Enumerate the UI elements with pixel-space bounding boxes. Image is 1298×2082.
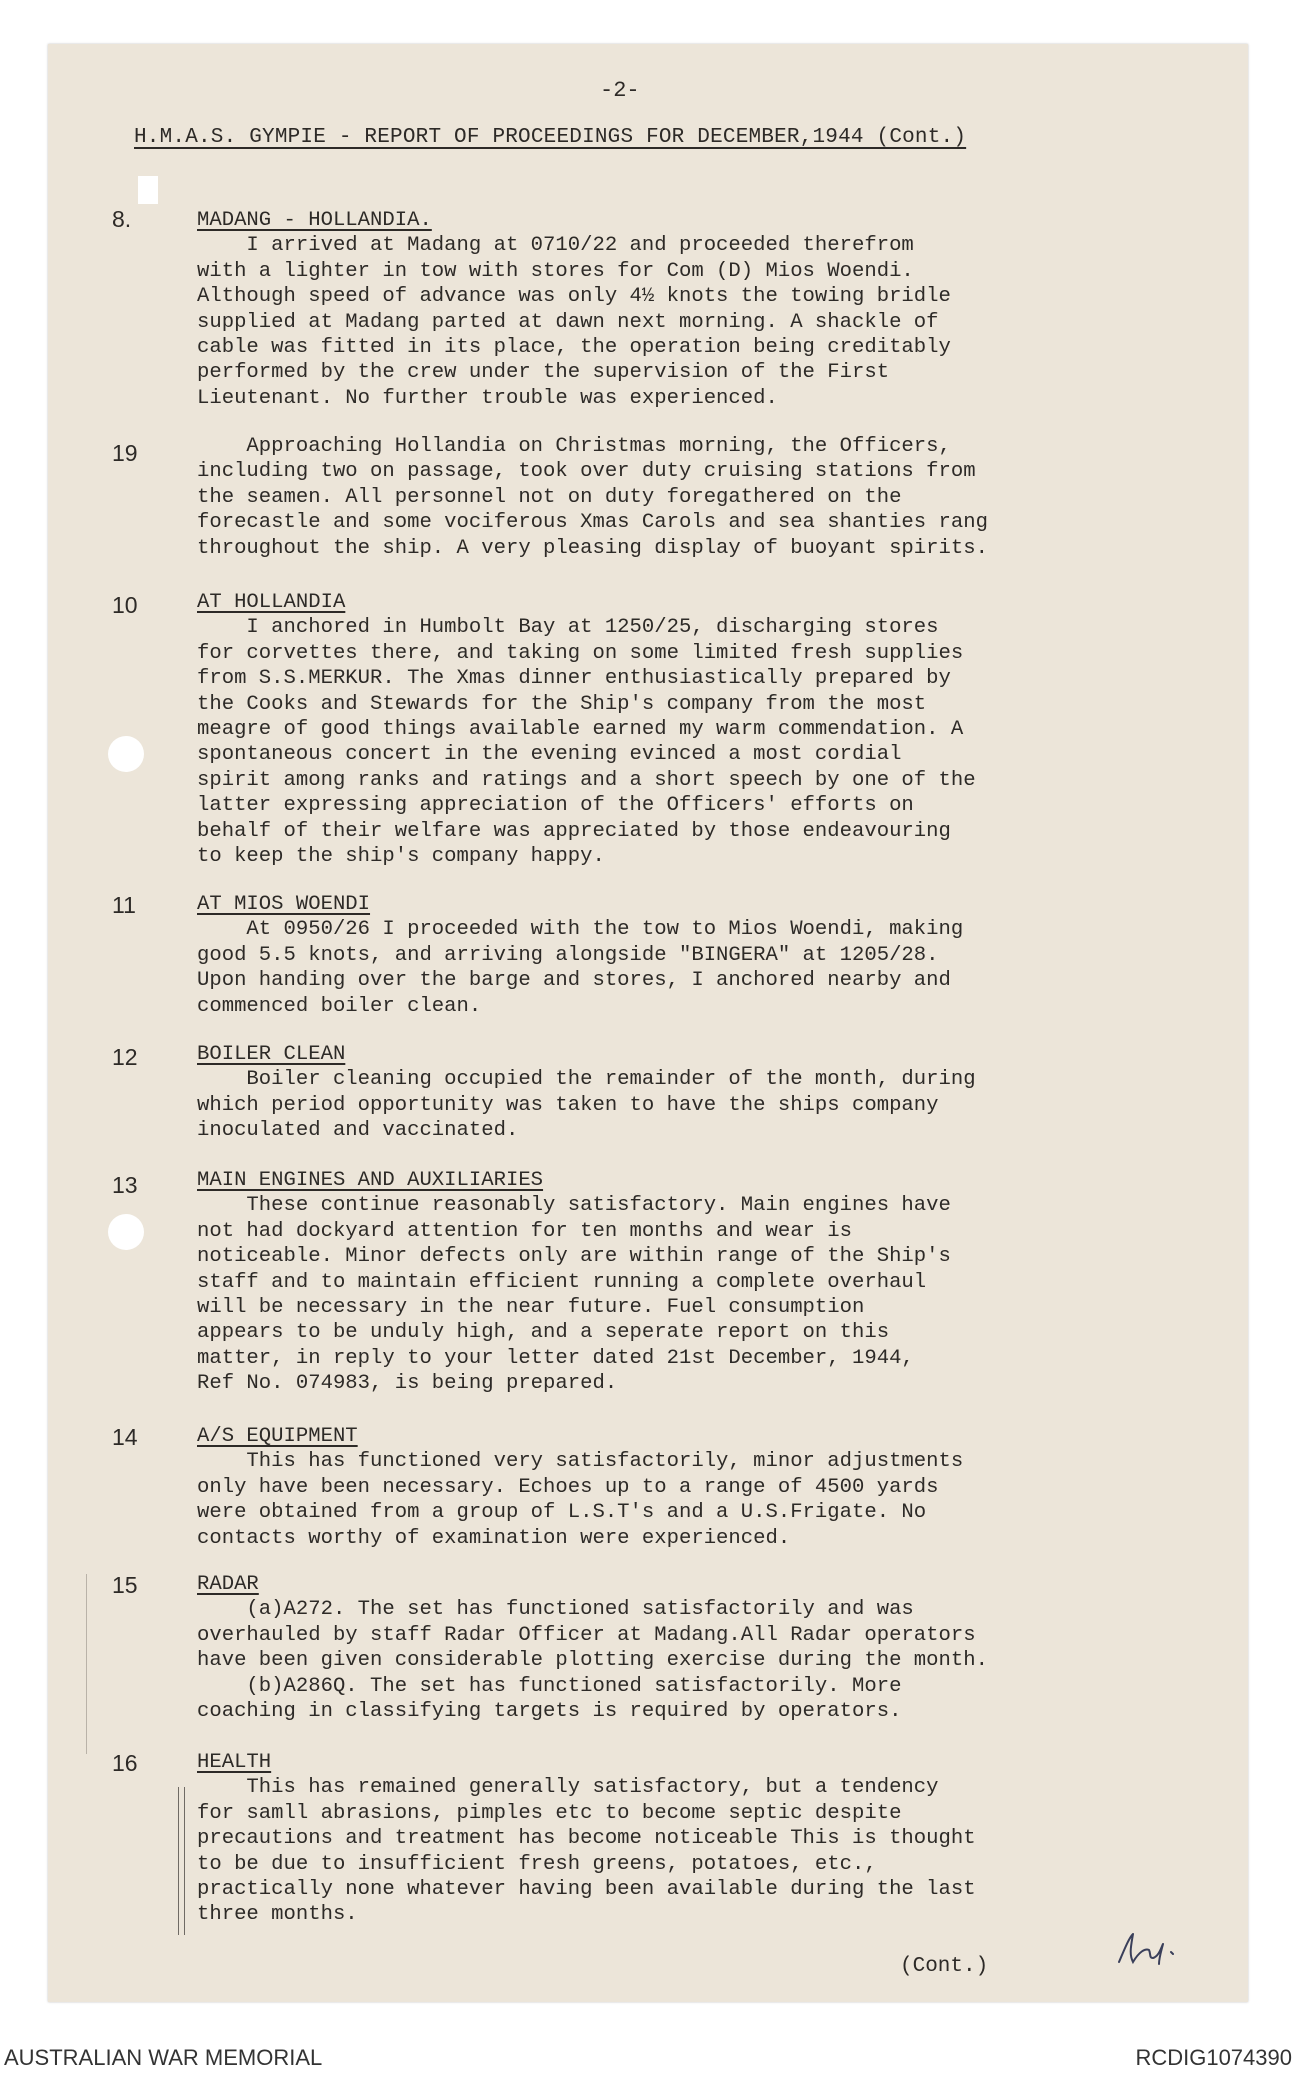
section-number: 8. — [112, 206, 132, 232]
section-heading: AT HOLLANDIA — [197, 591, 346, 614]
text-line: behalf of their welfare was appreciated by those endeavouring — [197, 819, 951, 843]
section-number: 15 — [112, 1572, 138, 1598]
text-line: precautions and treatment has become noticeable This is thought — [197, 1827, 976, 1851]
text-line: matter, in reply to your letter dated 21st December, 1944, — [197, 1346, 914, 1370]
text-line: forecastle and some vociferous Xmas Carols and sea shanties rang — [197, 511, 988, 535]
text-line: latter expressing appreciation of the Officers' efforts on — [197, 794, 914, 818]
section-heading: RADAR — [197, 1573, 259, 1596]
section-heading: MADANG - HOLLANDIA. — [197, 209, 432, 232]
text-line: with a lighter in tow with stores for Com (D) Mios Woendi. — [197, 259, 914, 283]
section-number: 10 — [112, 592, 138, 618]
text-line: good 5.5 knots, and arriving alongside "BINGERA" at 1205/28. — [197, 943, 939, 967]
section-boiler-clean — [197, 1042, 1197, 1144]
section-heading: HEALTH — [197, 1751, 272, 1774]
text-line: Upon handing over the barge and stores, I anchored nearby and — [197, 969, 951, 993]
staple-mark — [138, 176, 158, 204]
section-as-equipment — [197, 1424, 1197, 1551]
text-line: These continue reasonably satisfactory. Main engines have — [197, 1194, 951, 1218]
section-at-hollandia — [197, 590, 1197, 869]
text-line: to keep the ship's company happy. — [197, 845, 605, 869]
margin-mark — [86, 1574, 90, 1754]
text-line: appears to be unduly high, and a seperate report on this — [197, 1321, 890, 1345]
text-line: supplied at Madang parted at dawn next morning. A shackle of — [197, 310, 939, 334]
text-line: This has remained generally satisfactory, but a tendency — [197, 1776, 939, 1800]
text-line: commenced boiler clean. — [197, 994, 482, 1018]
text-line: noticeable. Minor defects only are within range of the Ship's — [197, 1245, 951, 1269]
section-number: 13 — [112, 1172, 138, 1198]
text-line: including two on passage, took over duty cruising stations from — [197, 460, 976, 484]
text-line: This has functioned very satisfactorily, minor adjustments — [197, 1450, 964, 1474]
text-line: Boiler cleaning occupied the remainder of the month, during — [197, 1068, 976, 1092]
section-number: 19 — [112, 440, 138, 466]
section-heading: A/S EQUIPMENT — [197, 1425, 358, 1448]
continuation-mark: (Cont.) — [900, 1955, 989, 1978]
text-line: only have been necessary. Echoes up to a range of 4500 yards — [197, 1475, 939, 1499]
text-line: I arrived at Madang at 0710/22 and proceeded therefrom — [197, 234, 914, 258]
text-line: staff and to maintain efficient running a complete overhaul — [197, 1270, 927, 1294]
text-line: the seamen. All personnel not on duty foregathered on the — [197, 485, 902, 509]
punch-hole — [108, 1214, 144, 1250]
text-line: the Cooks and Stewards for the Ship's company from the most — [197, 692, 927, 716]
section-number: 14 — [112, 1424, 138, 1450]
text-line: overhauled by staff Radar Officer at Madang.All Radar operators — [197, 1623, 976, 1647]
text-line: spirit among ranks and ratings and a short speech by one of the — [197, 768, 976, 792]
text-line: Although speed of advance was only 4½ knots the towing bridle — [197, 285, 951, 309]
section-number: 12 — [112, 1044, 138, 1070]
text-line: which period opportunity was taken to have the ships company — [197, 1093, 939, 1117]
text-line: spontaneous concert in the evening evinced a most cordial — [197, 743, 902, 767]
text-line: throughout the ship. A very pleasing display of buoyant spirits. — [197, 536, 988, 560]
section-main-engines — [197, 1168, 1197, 1397]
text-line: (b)A286Q. The set has functioned satisfactorily. More — [197, 1674, 902, 1698]
text-line: not had dockyard attention for ten months and wear is — [197, 1219, 852, 1243]
text-line: for corvettes there, and taking on some limited fresh supplies — [197, 641, 964, 665]
text-line: Ref No. 074983, is being prepared. — [197, 1372, 618, 1396]
text-line: Approaching Hollandia on Christmas morning, the Officers, — [197, 435, 951, 458]
text-line: performed by the crew under the supervision of the First — [197, 361, 890, 385]
text-line: will be necessary in the near future. Fuel consumption — [197, 1296, 865, 1320]
section-radar — [197, 1572, 1197, 1724]
text-line: Lieutenant. No further trouble was experienced. — [197, 386, 778, 410]
text-line: for samll abrasions, pimples etc to become septic despite — [197, 1801, 902, 1825]
footer-record-id: RCDIG1074390 — [1135, 2045, 1292, 2070]
punch-hole — [108, 736, 144, 772]
section-christmas-morning — [197, 434, 1197, 561]
section-number: 11 — [112, 892, 136, 918]
section-heading: MAIN ENGINES AND AUXILIARIES — [197, 1169, 544, 1192]
text-line: have been given considerable plotting exercise during the month. — [197, 1649, 988, 1673]
text-line: three months. — [197, 1903, 358, 1927]
text-line: At 0950/26 I proceeded with the tow to Mios Woendi, making — [197, 918, 964, 942]
text-line: coaching in classifying targets is required by operators. — [197, 1700, 902, 1724]
text-line: to be due to insufficient fresh greens, potatoes, etc., — [197, 1852, 877, 1876]
report-header: H.M.A.S. GYMPIE - REPORT OF PROCEEDINGS FOR DECEMBER,1944 (Cont.) — [134, 126, 967, 149]
section-madang-hollandia — [197, 208, 1197, 411]
footer-archive-name: AUSTRALIAN WAR MEMORIAL — [4, 2045, 323, 2070]
page-number: -2- — [600, 78, 640, 103]
text-line: contacts worthy of examination were experienced. — [197, 1526, 791, 1550]
section-number: 16 — [112, 1750, 138, 1776]
text-line: (a)A272. The set has functioned satisfactorily and was — [197, 1598, 914, 1622]
text-line: I anchored in Humbolt Bay at 1250/25, discharging stores — [197, 616, 939, 640]
text-line: cable was fitted in its place, the operation being creditably — [197, 336, 951, 360]
text-line: were obtained from a group of L.S.T's and a U.S.Frigate. No — [197, 1501, 927, 1525]
text-line: meagre of good things available earned my warm commendation. A — [197, 718, 964, 742]
text-line: inoculated and vaccinated. — [197, 1119, 519, 1143]
section-heading: BOILER CLEAN — [197, 1043, 346, 1066]
section-at-mios-woendi — [197, 892, 1197, 1019]
section-heading: AT MIOS WOENDI — [197, 893, 371, 916]
section-health — [197, 1750, 1197, 1928]
handwritten-initials — [1115, 1928, 1185, 1968]
text-line: from S.S.MERKUR. The Xmas dinner enthusiastically prepared by — [197, 667, 951, 691]
margin-sideline — [178, 1787, 185, 1935]
text-line: practically none whatever having been available during the last — [197, 1878, 976, 1902]
